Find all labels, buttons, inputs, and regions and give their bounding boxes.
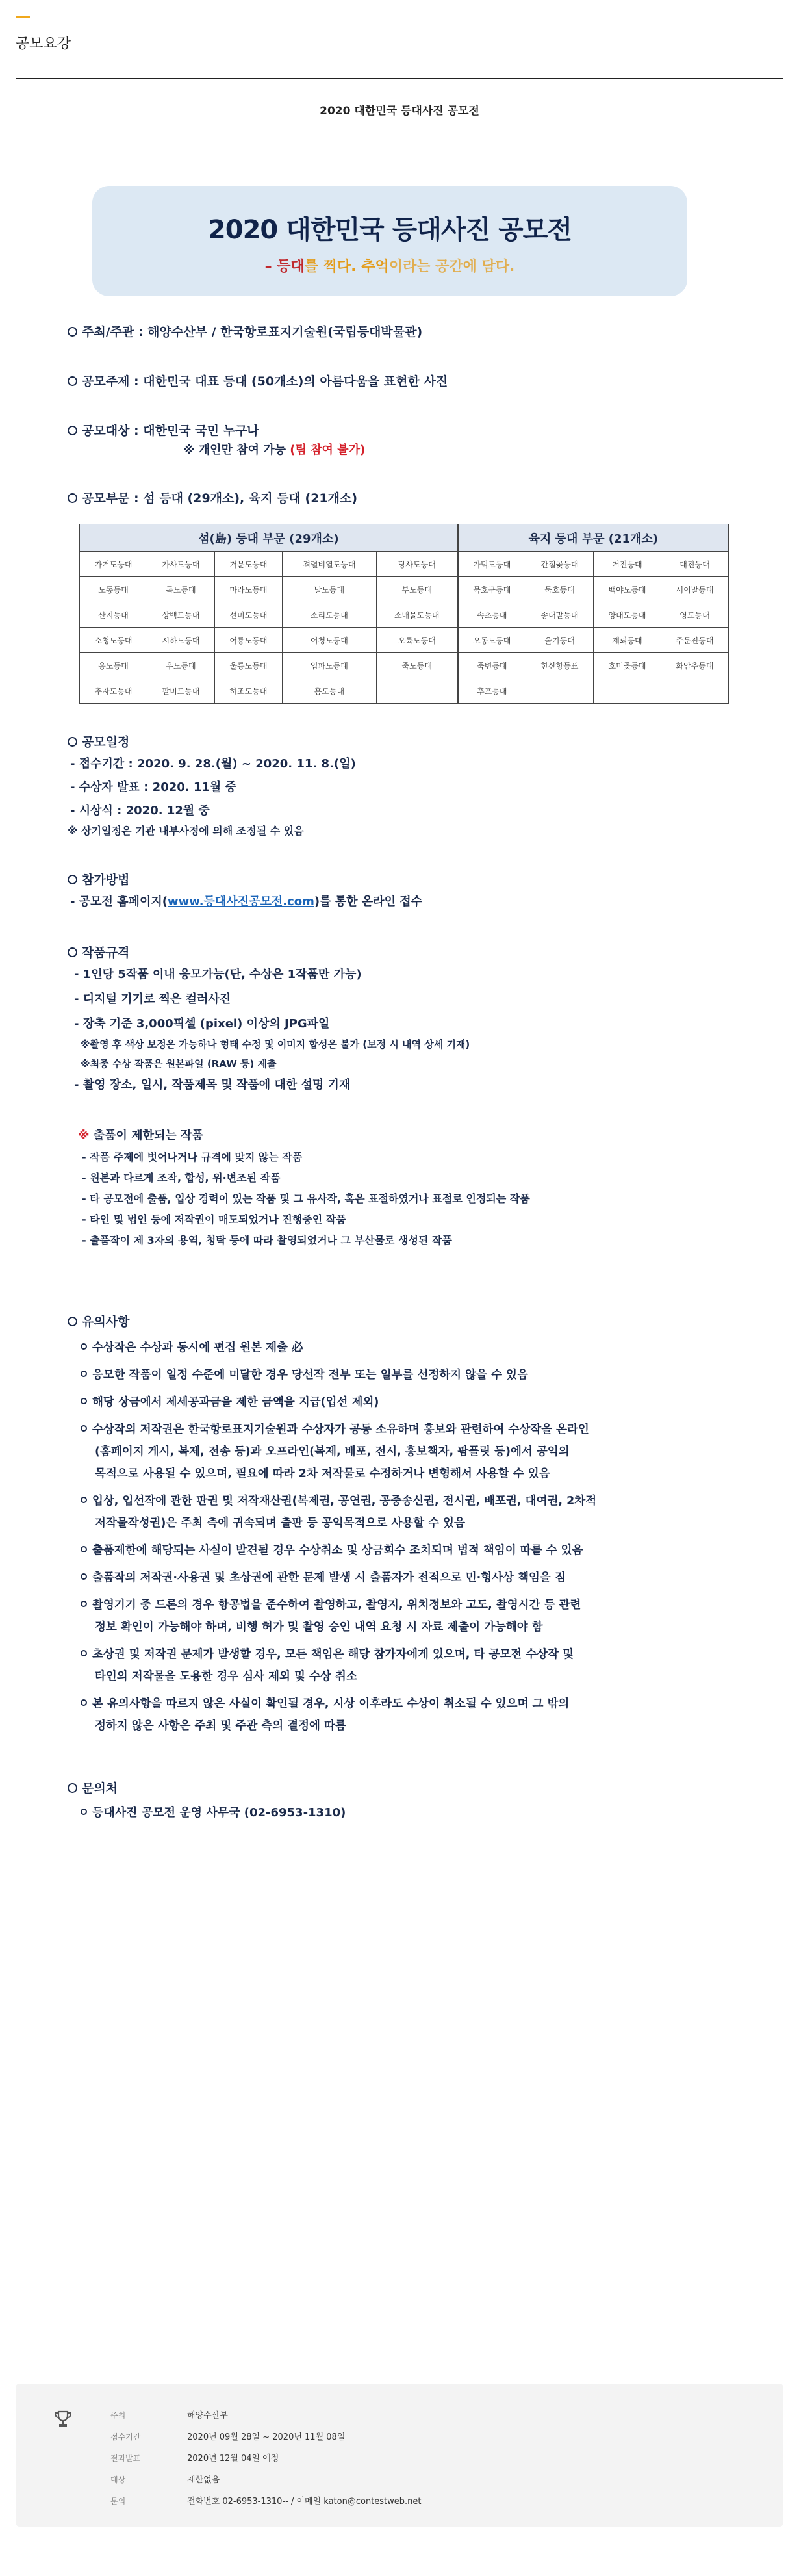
slogan-memory: 추억 bbox=[361, 259, 389, 275]
restricted-title-text: 출품이 제한되는 작품 bbox=[89, 1129, 203, 1142]
method-line bbox=[70, 892, 743, 912]
rules-item: - 1인당 5작품 이내 응모가능(단, 수상은 1작품만 가능) bbox=[74, 968, 362, 981]
small-circle-bullet-icon bbox=[81, 1546, 87, 1552]
land-lighthouse-cell: 묵호구등대 bbox=[458, 577, 526, 602]
category-text: 공모부문 : 섬 등대 (29개소), 육지 등대 (21개소) bbox=[82, 491, 358, 506]
island-lighthouse-cell: 시하도등대 bbox=[147, 628, 214, 653]
circle-bullet-icon bbox=[68, 875, 77, 884]
table-row bbox=[80, 552, 729, 577]
circle-bullet-icon bbox=[68, 947, 77, 957]
contact-item bbox=[81, 1803, 743, 1823]
island-header: 섬(島) 등대 부문 (29개소) bbox=[80, 524, 458, 552]
rules-title: 작품규격 bbox=[82, 946, 130, 960]
land-lighthouse-cell bbox=[593, 678, 661, 704]
small-circle-bullet-icon bbox=[81, 1650, 87, 1656]
footer-info-row bbox=[110, 2473, 220, 2485]
table-row bbox=[80, 678, 729, 704]
target-note-red: (팀 참여 불가) bbox=[290, 443, 366, 457]
small-circle-bullet-icon bbox=[81, 1497, 87, 1503]
rules-item: - 디지털 기기로 찍은 컬러사진 bbox=[74, 992, 231, 1006]
caution-item bbox=[81, 1419, 743, 1485]
lighthouse-table bbox=[79, 524, 729, 704]
caution-item bbox=[81, 1391, 743, 1413]
land-lighthouse-cell: 제뢰등대 bbox=[593, 628, 661, 653]
schedule-item: - 접수기간 : 2020. 9. 28.(월) ~ 2020. 11. 8.(일) bbox=[70, 757, 356, 771]
contact-text: 등대사진 공모전 운영 사무국 (02-6953-1310) bbox=[92, 1806, 346, 1820]
rules-last: - 촬영 장소, 일시, 작품제목 및 작품에 대한 설명 기재 bbox=[74, 1078, 351, 1092]
method-title: 참가방법 bbox=[82, 873, 130, 887]
table-row bbox=[80, 577, 729, 602]
island-lighthouse-cell: 말도등대 bbox=[282, 577, 376, 602]
circle-bullet-icon bbox=[68, 376, 77, 386]
table-row bbox=[80, 602, 729, 628]
island-lighthouse-cell: 마라도등대 bbox=[214, 577, 282, 602]
island-lighthouse-cell: 옹도등대 bbox=[80, 653, 147, 678]
restricted-mark: ※ bbox=[78, 1129, 90, 1142]
footer-label: 문의 bbox=[110, 2497, 126, 2506]
section-theme bbox=[68, 372, 743, 391]
land-header: 육지 등대 부문 (21개소) bbox=[458, 524, 729, 552]
contest-banner bbox=[92, 186, 687, 296]
caution-item-text: 목적으로 사용될 수 있으며, 필요에 따라 2차 저작물로 수정하거나 변형해서 사용할 수 있음 bbox=[95, 1467, 550, 1480]
circle-bullet-icon bbox=[68, 493, 77, 503]
caution-title: 유의사항 bbox=[82, 1315, 130, 1329]
method-suffix: )를 통한 온라인 접수 bbox=[314, 895, 423, 908]
island-lighthouse-cell: 입파도등대 bbox=[282, 653, 376, 678]
island-lighthouse-cell: 부도등대 bbox=[376, 577, 457, 602]
circle-bullet-icon bbox=[68, 327, 77, 337]
target-text: 공모대상 : 대한민국 국민 누구나 bbox=[82, 424, 259, 438]
trophy-icon bbox=[53, 2410, 73, 2429]
section-rules bbox=[68, 943, 743, 962]
caution-item bbox=[81, 1693, 743, 1737]
land-lighthouse-cell: 호미곶등대 bbox=[593, 653, 661, 678]
land-lighthouse-cell: 양대도등대 bbox=[593, 602, 661, 628]
target-note-text: ※ 개인만 참여 가능 bbox=[183, 443, 290, 457]
land-lighthouse-cell bbox=[526, 678, 594, 704]
land-lighthouse-cell: 송대말등대 bbox=[526, 602, 594, 628]
caution-item-text: 수상작의 저작권은 한국항로표지기술원과 수상자가 공동 소유하며 홍보와 관련하여 수상작을 온라인 bbox=[92, 1423, 589, 1436]
header-divider bbox=[16, 78, 783, 79]
caution-item-text: 정보 확인이 가능해야 하며, 비행 허가 및 촬영 승인 내역 요청 시 자료 제출이 가능해야 함 bbox=[95, 1621, 543, 1634]
caution-item bbox=[81, 1490, 743, 1534]
footer-info-row bbox=[110, 2430, 345, 2442]
footer-label: 접수기간 bbox=[110, 2432, 141, 2441]
island-lighthouse-cell: 당사도등대 bbox=[376, 552, 457, 577]
land-lighthouse-cell: 한산항등표 bbox=[526, 653, 594, 678]
land-lighthouse-cell: 속초등대 bbox=[458, 602, 526, 628]
footer-value: 2020년 09월 28일 ~ 2020년 11월 08일 bbox=[187, 2432, 346, 2442]
caution-list bbox=[81, 1337, 743, 1737]
land-lighthouse-cell: 주문진등대 bbox=[661, 628, 728, 653]
caution-item-text: 수상작은 수상과 동시에 편집 원본 제출 必 bbox=[92, 1341, 303, 1354]
caution-item-text: 출품작의 저작권·사용권 및 초상권에 관한 문제 발생 시 출품자가 전적으로 민·형사상 책임을 짐 bbox=[92, 1571, 566, 1584]
island-lighthouse-cell: 가사도등대 bbox=[147, 552, 214, 577]
method-prefix: - 공모전 홈페이지( bbox=[70, 895, 168, 908]
island-lighthouse-cell: 가거도등대 bbox=[80, 552, 147, 577]
island-lighthouse-cell: 거문도등대 bbox=[214, 552, 282, 577]
footer-info-row bbox=[110, 2408, 228, 2421]
small-circle-bullet-icon bbox=[81, 1601, 87, 1607]
schedule-note: ※ 상기일정은 기관 내부사정에 의해 조정될 수 있음 bbox=[68, 825, 304, 837]
contact-title: 문의처 bbox=[82, 1781, 118, 1796]
footer-value: 해양수산부 bbox=[187, 2411, 228, 2421]
restricted-title bbox=[78, 1126, 743, 1146]
section-host bbox=[68, 322, 743, 342]
small-circle-bullet-icon bbox=[81, 1573, 87, 1580]
restricted-item: - 원본과 다르게 조작, 합성, 위·변조된 작품 bbox=[82, 1172, 281, 1184]
banner-title: 2020 대한민국 등대사진 공모전 bbox=[207, 215, 572, 245]
caution-item-text: 촬영기기 중 드론의 경우 항공법을 준수하여 촬영하고, 촬영지, 위치정보와 고도, 촬영시간 등 관련 bbox=[92, 1599, 581, 1612]
land-lighthouse-cell: 대진등대 bbox=[661, 552, 728, 577]
land-lighthouse-cell: 오동도등대 bbox=[458, 628, 526, 653]
island-lighthouse-cell: 어룡도등대 bbox=[214, 628, 282, 653]
circle-bullet-icon bbox=[68, 737, 77, 747]
caution-item-text: 본 유의사항을 따르지 않은 사실이 확인될 경우, 시상 이후라도 수상이 취소될 수 있으며 그 밖의 bbox=[92, 1697, 570, 1710]
section-caution bbox=[68, 1312, 743, 1332]
island-lighthouse-cell: 홍도등대 bbox=[282, 678, 376, 704]
footer-info-row bbox=[110, 2494, 422, 2506]
table-row bbox=[80, 653, 729, 678]
footer-label: 결과발표 bbox=[110, 2454, 141, 2463]
contest-details bbox=[68, 322, 743, 1823]
caution-item-text: (홈페이지 게시, 복제, 전송 등)과 오프라인(복제, 배포, 전시, 홍보책자, 팜플릿 등)에서 공익의 bbox=[95, 1445, 570, 1458]
footer-value: 제한없음 bbox=[187, 2475, 220, 2485]
section-method bbox=[68, 870, 743, 890]
island-lighthouse-cell: 선미도등대 bbox=[214, 602, 282, 628]
section-schedule bbox=[68, 732, 743, 752]
footer-label: 대상 bbox=[110, 2475, 126, 2484]
island-lighthouse-cell: 울릉도등대 bbox=[214, 653, 282, 678]
island-lighthouse-cell: 소리도등대 bbox=[282, 602, 376, 628]
schedule-item: - 시상식 : 2020. 12월 중 bbox=[70, 804, 210, 818]
caution-item bbox=[81, 1364, 743, 1386]
circle-bullet-icon bbox=[68, 1783, 77, 1793]
land-lighthouse-cell: 묵호등대 bbox=[526, 577, 594, 602]
footer-value: 2020년 12월 04일 예정 bbox=[187, 2454, 279, 2464]
circle-bullet-icon bbox=[68, 1317, 77, 1326]
caution-item bbox=[81, 1643, 743, 1688]
slogan-dash: – bbox=[264, 259, 277, 275]
theme-text: 공모주제 : 대한민국 대표 등대 (50개소)의 아름다움을 표현한 사진 bbox=[82, 374, 448, 389]
island-lighthouse-cell: 소청도등대 bbox=[80, 628, 147, 653]
land-lighthouse-cell: 간절곶등대 bbox=[526, 552, 594, 577]
top-accent-bar bbox=[16, 16, 30, 18]
footer-info-row bbox=[110, 2451, 279, 2464]
island-lighthouse-cell: 팔미도등대 bbox=[147, 678, 214, 704]
land-lighthouse-cell: 백야도등대 bbox=[593, 577, 661, 602]
info-footer bbox=[16, 2384, 783, 2527]
island-lighthouse-cell: 도동등대 bbox=[80, 577, 147, 602]
small-circle-bullet-icon bbox=[81, 1343, 87, 1350]
small-circle-bullet-icon bbox=[81, 1425, 87, 1432]
caution-item-text: 타인의 저작물을 도용한 경우 심사 제외 및 수상 취소 bbox=[95, 1670, 357, 1683]
caution-item-text: 저작물작성권)은 주최 측에 귀속되며 출판 등 공익목적으로 사용할 수 있음 bbox=[95, 1517, 465, 1530]
table-row bbox=[80, 628, 729, 653]
island-lighthouse-cell: 산지등대 bbox=[80, 602, 147, 628]
island-lighthouse-cell: 소매물도등대 bbox=[376, 602, 457, 628]
footer-label: 주최 bbox=[110, 2411, 126, 2420]
island-lighthouse-cell: 추자도등대 bbox=[80, 678, 147, 704]
restricted-list bbox=[82, 1148, 743, 1250]
land-lighthouse-cell: 죽변등대 bbox=[458, 653, 526, 678]
banner-slogan bbox=[92, 255, 687, 276]
island-lighthouse-cell: 죽도등대 bbox=[376, 653, 457, 678]
contest-subtitle: 2020 대한민국 등대사진 공모전 bbox=[320, 105, 479, 118]
restricted-item: - 출품작이 제 3자의 용역, 청탁 등에 따라 촬영되었거나 그 부산물로 생성된 작품 bbox=[82, 1234, 452, 1246]
caution-item bbox=[81, 1539, 743, 1562]
target-note bbox=[183, 441, 743, 460]
section-target bbox=[68, 421, 743, 441]
caution-item-text: 초상권 및 저작권 문제가 발생할 경우, 모든 책임은 해당 참가자에게 있으며, 타 공모전 수상작 및 bbox=[92, 1648, 574, 1661]
page-label: 공모요강 bbox=[16, 36, 71, 52]
rules-note: ※최종 수상 작품은 원본파일 (RAW 등) 제출 bbox=[81, 1058, 277, 1070]
section-contact bbox=[68, 1779, 743, 1798]
island-lighthouse-cell: 격렬비열도등대 bbox=[282, 552, 376, 577]
restricted-item: - 작품 주제에 벗어나거나 규격에 맞지 않는 작품 bbox=[82, 1151, 303, 1163]
island-lighthouse-cell: 우도등대 bbox=[147, 653, 214, 678]
land-lighthouse-cell: 영도등대 bbox=[661, 602, 728, 628]
circle-bullet-icon bbox=[68, 426, 77, 435]
island-lighthouse-cell bbox=[376, 678, 457, 704]
small-circle-bullet-icon bbox=[81, 1371, 87, 1377]
land-lighthouse-cell: 화암추등대 bbox=[661, 653, 728, 678]
small-circle-bullet-icon bbox=[81, 1809, 87, 1815]
land-lighthouse-cell bbox=[661, 678, 728, 704]
small-circle-bullet-icon bbox=[81, 1699, 87, 1706]
rules-item: - 장축 기준 3,000픽셀 (pixel) 이상의 JPG파일 bbox=[74, 1017, 330, 1031]
caution-item bbox=[81, 1567, 743, 1589]
rules-note: ※촬영 후 색상 보정은 가능하나 형태 수정 및 이미지 합성은 불가 (보정 시 내역 상세 기재) bbox=[81, 1038, 470, 1050]
island-lighthouse-cell: 오륙도등대 bbox=[376, 628, 457, 653]
schedule-item: - 수상자 발표 : 2020. 11월 중 bbox=[70, 780, 236, 794]
land-lighthouse-cell: 울기등대 bbox=[526, 628, 594, 653]
small-circle-bullet-icon bbox=[81, 1398, 87, 1404]
schedule-title: 공모일정 bbox=[82, 735, 130, 749]
land-lighthouse-cell: 후포등대 bbox=[458, 678, 526, 704]
homepage-link[interactable]: www.등대사진공모전.com bbox=[167, 895, 314, 908]
slogan-space: 이라는 공간에 담다. bbox=[388, 259, 515, 275]
caution-item bbox=[81, 1337, 743, 1359]
section-category bbox=[68, 489, 743, 508]
slogan-lighthouse: 등대 bbox=[277, 259, 305, 275]
island-lighthouse-cell: 하조도등대 bbox=[214, 678, 282, 704]
caution-item-text: 출품제한에 해당되는 사실이 발견될 경우 수상취소 및 상금회수 조치되며 법적 책임이 따를 수 있음 bbox=[92, 1544, 583, 1557]
restricted-item: - 타 공모전에 출품, 입상 경력이 있는 작품 및 그 유사작, 혹은 표절하였거나 표절로 인정되는 작품 bbox=[82, 1192, 530, 1205]
land-lighthouse-cell: 거진등대 bbox=[593, 552, 661, 577]
host-text: 주최/주관 : 해양수산부 / 한국항로표지기술원(국립등대박물관) bbox=[82, 325, 423, 339]
island-lighthouse-cell: 독도등대 bbox=[147, 577, 214, 602]
island-lighthouse-cell: 어청도등대 bbox=[282, 628, 376, 653]
caution-item-text: 해당 상금에서 제세공과금을 제한 금액을 지급(입선 제외) bbox=[92, 1396, 379, 1409]
footer-value: 전화번호 02-6953-1310-- / 이메일 katon@contestweb.net bbox=[187, 2497, 422, 2506]
caution-item-text: 정하지 않은 사항은 주최 및 주관 측의 결정에 따름 bbox=[95, 1719, 346, 1732]
caution-item bbox=[81, 1594, 743, 1638]
land-lighthouse-cell: 서이말등대 bbox=[661, 577, 728, 602]
slogan-take: 를 찍다. bbox=[304, 259, 362, 275]
island-lighthouse-cell: 상백도등대 bbox=[147, 602, 214, 628]
restricted-item: - 타인 및 법인 등에 저작권이 매도되었거나 진행중인 작품 bbox=[82, 1213, 346, 1226]
caution-item-text: 입상, 입선작에 관한 판권 및 저작재산권(복제권, 공연권, 공중송신권, 전시권, 배포권, 대여권, 2차적 bbox=[92, 1495, 597, 1508]
caution-item-text: 응모한 작품이 일정 수준에 미달한 경우 당선작 전부 또는 일부를 선정하지 않을 수 있음 bbox=[92, 1369, 528, 1382]
land-lighthouse-cell: 가덕도등대 bbox=[458, 552, 526, 577]
